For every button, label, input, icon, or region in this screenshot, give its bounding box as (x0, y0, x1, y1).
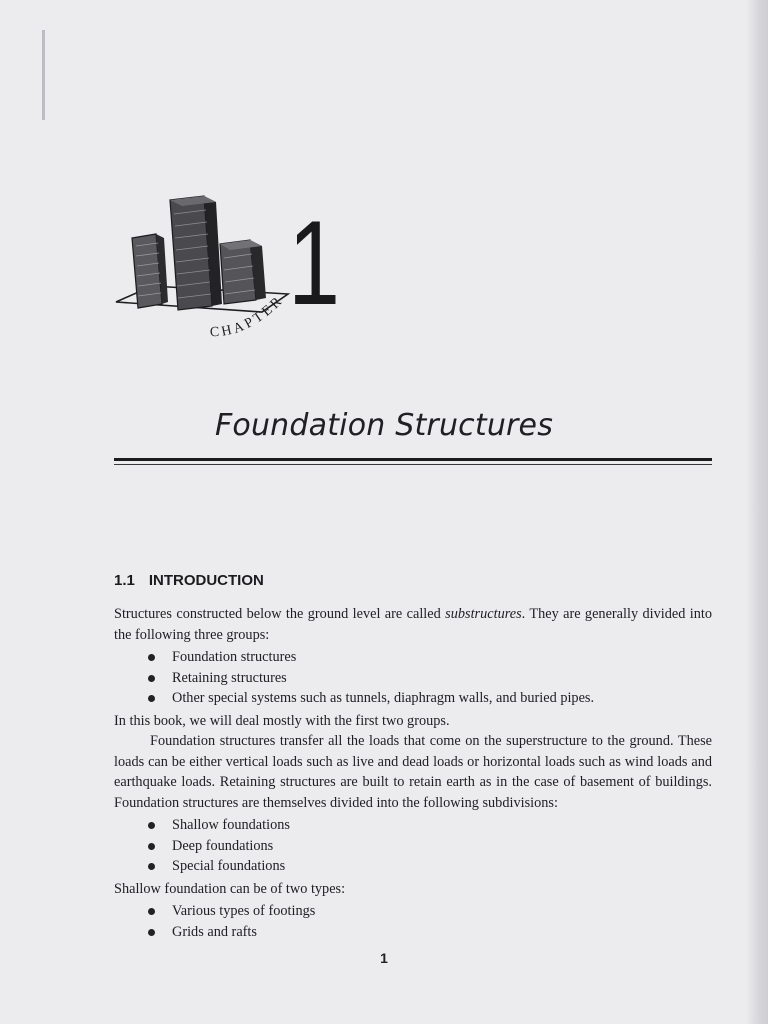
title-rule-thin (114, 464, 712, 465)
chapter-label: CHAPTER (209, 292, 287, 341)
section-heading (114, 572, 264, 589)
bullet-dot-icon (148, 695, 155, 702)
section-number: 1.1 (114, 572, 135, 589)
binding-mark (42, 30, 45, 120)
shallow-types-list (146, 901, 712, 942)
bullet-dot-icon (148, 675, 155, 682)
title-rule (114, 458, 712, 461)
chapter-number: 1 (288, 195, 341, 330)
page-edge-shadow (746, 0, 768, 1024)
list-item: Shallow foundations (146, 815, 712, 836)
paragraph-shallow: Shallow foundation can be of two types: (114, 880, 346, 897)
paragraph-scope: In this book, we will deal mostly with the first two groups. (114, 712, 450, 729)
bullet-dot-icon (148, 654, 155, 661)
buildings-chapter-emblem-icon (112, 186, 352, 356)
bullet-dot-icon (148, 929, 155, 936)
bullet-dot-icon (148, 822, 155, 829)
list-item: Special foundations (146, 856, 712, 877)
paragraph-intro: Structures constructed below the ground level are called substructures. They are generally divided into the following three groups: (114, 606, 712, 643)
section-title: INTRODUCTION (148, 572, 264, 589)
list-item: Deep foundations (146, 836, 712, 857)
body-text (114, 604, 712, 944)
emphasized-term: substructures (445, 606, 522, 622)
bullet-dot-icon (148, 863, 155, 870)
page-number: 1 (380, 950, 388, 966)
bullet-dot-icon (148, 908, 155, 915)
paragraph-loads: Foundation structures transfer all the loads that come on the superstructure to the ground. These loads can be either vertical loads such as live and dead loads or horizontal loads such as wind loads and earthquake loads. Retaining structures are built to retain earth as in the case of basement of buildings. Foundation structures are themselves divided into the following subdivisions: (114, 733, 712, 811)
chapter-title: Foundation Structures (214, 408, 554, 443)
subdivisions-list (146, 815, 712, 877)
list-item: Retaining structures (146, 668, 712, 689)
list-item: Foundation structures (146, 647, 712, 668)
list-item: Various types of footings (146, 901, 712, 922)
bullet-dot-icon (148, 843, 155, 850)
groups-list (146, 647, 712, 709)
list-item: Grids and rafts (146, 922, 712, 943)
list-item: Other special systems such as tunnels, diaphragm walls, and buried pipes. (146, 688, 712, 709)
